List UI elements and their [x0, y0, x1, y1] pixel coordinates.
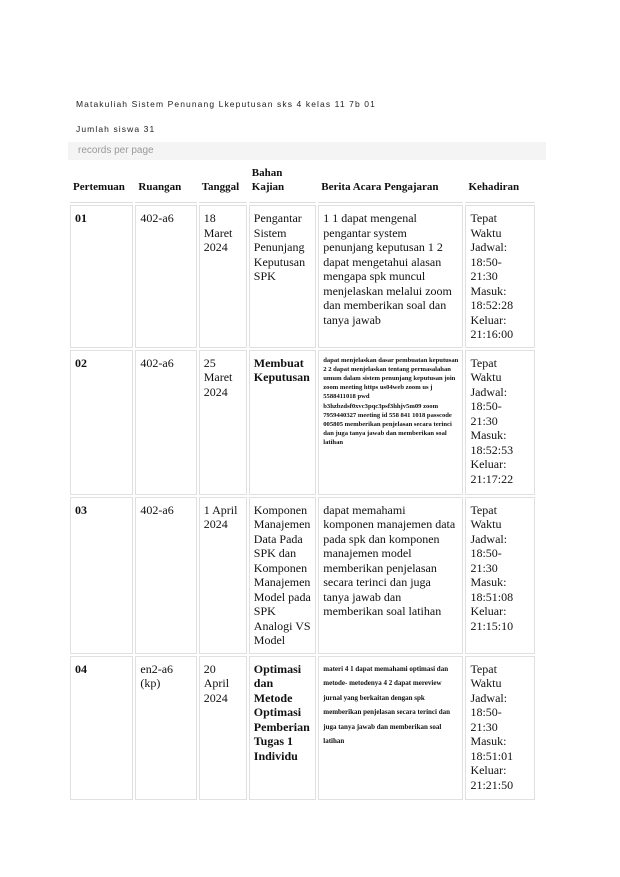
cell-kehadiran	[465, 497, 535, 654]
cell-ruangan: 402-a6	[135, 350, 196, 495]
cell-kehadiran	[465, 205, 535, 348]
cell-pertemuan: 01	[70, 205, 133, 348]
kehadiran-line: Keluar:	[470, 763, 507, 777]
table-header-row	[70, 162, 535, 203]
kehadiran-line: Tepat	[470, 502, 497, 517]
cell-tanggal: 18 Maret 2024	[199, 205, 247, 348]
kehadiran-line: Keluar:	[470, 457, 507, 471]
table-row	[70, 205, 535, 348]
table-row	[70, 350, 535, 495]
kehadiran-line: 18:51:08	[470, 589, 514, 604]
kehadiran-line: Tepat	[470, 211, 497, 225]
student-count: Jumlah siswa 31	[76, 124, 156, 134]
cell-ruangan: en2-a6 (kp)	[135, 656, 196, 800]
cell-tanggal: 25 Maret 2024	[199, 350, 247, 495]
kehadiran-line: Waktu	[470, 676, 502, 690]
kehadiran-line: Waktu	[470, 517, 502, 531]
cell-pertemuan: 04	[70, 656, 133, 800]
kehadiran-line: Jadwal:	[470, 240, 508, 254]
kehadiran-line: 21:30	[470, 269, 498, 283]
kehadiran-line: 21:15:10	[470, 618, 514, 633]
kehadiran-line: Waktu	[470, 370, 502, 384]
col-header-bahan-kajian[interactable]: Bahan Kajian	[249, 162, 316, 203]
kehadiran-line: 18:51:01	[470, 748, 514, 763]
records-per-page-bar[interactable]	[68, 142, 546, 160]
kehadiran-line: 21:30	[470, 413, 498, 428]
cell-pertemuan: 03	[70, 497, 133, 654]
kehadiran-line: Jadwal:	[470, 384, 508, 399]
cell-bahan-kajian: Pengantar Sistem Penunjang Keputusan SPK	[249, 205, 316, 348]
table-row	[70, 656, 535, 800]
cell-ruangan: 402-a6	[135, 205, 196, 348]
kehadiran-line: 21:30	[470, 719, 498, 734]
col-header-ruangan[interactable]: Ruangan	[135, 162, 196, 203]
kehadiran-line: Masuk:	[470, 734, 507, 748]
kehadiran-line: 18:50-	[470, 705, 502, 719]
kehadiran-line: 18:52:53	[470, 442, 514, 457]
table-row	[70, 497, 535, 654]
kehadiran-line: Masuk:	[470, 428, 507, 442]
cell-berita-acara: materi 4 1 dapat memahami optimasi dan metode- metodenya 4 2 dapat mereview jurnal yang berkaitan dengan spk memberikan penjelasan secara terinci dan juga tanya jawab dan memberikan soal latihan	[318, 656, 463, 800]
col-header-tanggal[interactable]: Tanggal	[199, 162, 247, 203]
kehadiran-line: Keluar:	[470, 604, 507, 618]
kehadiran-line: 18:52:28	[470, 298, 514, 312]
kehadiran-line: 21:30	[470, 560, 498, 575]
kehadiran-line: 18:50-	[470, 546, 502, 560]
cell-pertemuan: 02	[70, 350, 133, 495]
cell-berita-acara: 1 1 dapat mengenal pengantar system penunjang keputusan 1 2 dapat mengetahui alasan mengapa spk muncul menjelaskan melalui zoom dan memberikan soal dan tanya jawab	[318, 205, 463, 348]
kehadiran-line: Masuk:	[470, 575, 507, 589]
cell-bahan-kajian: Optimasi dan Metode Optimasi Pemberian Tugas 1 Individu	[249, 656, 316, 800]
cell-tanggal: 20 April 2024	[199, 656, 247, 800]
cell-kehadiran	[465, 350, 535, 495]
cell-kehadiran	[465, 656, 535, 800]
kehadiran-line: 21:16:00	[470, 327, 514, 341]
cell-bahan-kajian: Komponen Manajemen Data Pada SPK dan Komponen Manajemen Model pada SPK Analogi VS Model	[249, 497, 316, 654]
cell-bahan-kajian: Membuat Keputusan	[249, 350, 316, 495]
col-header-pertemuan[interactable]: Pertemuan	[70, 162, 133, 203]
kehadiran-line: Tepat	[470, 355, 497, 370]
kehadiran-line: Waktu	[470, 225, 502, 240]
attendance-table	[68, 160, 537, 802]
document-title: Matakuliah Sistem Penunang Lkeputusan sks 4 kelas 11 7b 01	[76, 99, 376, 109]
kehadiran-line: Tepat	[470, 661, 497, 676]
cell-ruangan: 402-a6	[135, 497, 196, 654]
kehadiran-line: 18:50-	[470, 399, 502, 413]
kehadiran-line: 21:21:50	[470, 777, 514, 792]
col-header-berita-acara[interactable]: Berita Acara Pengajaran	[318, 162, 463, 203]
cell-tanggal: 1 April 2024	[199, 497, 247, 654]
col-header-kehadiran[interactable]: Kehadiran	[465, 162, 535, 203]
kehadiran-line: 21:17:22	[470, 471, 514, 486]
kehadiran-line: Keluar:	[470, 312, 507, 327]
kehadiran-line: Masuk:	[470, 283, 507, 298]
records-per-page-label: records per page	[78, 145, 154, 156]
kehadiran-line: 18:50-	[470, 254, 502, 269]
cell-berita-acara: dapat menjelaskan dasar pembuatan keputusan 2 2 dapat menjelaskan tentang permasalahan umum dalam sistem penunjang keputusan join zoom meeting https us04web zoom us j 5588411018 pwd b3hzbzdsf0xvc3pqc3psf3hhjv5m09 zoom 7959440327 meeting id 558 841 1018 passcode 005805 memberikan penjelasan secara terinci dan juga tanya jawab dan memberikan soal latihan	[318, 350, 463, 495]
cell-berita-acara: dapat memahami komponen manajemen data pada spk dan komponen manajemen model memberikan penjelasan secara terinci dan juga tanya jawab dan memberikan soal latihan	[318, 497, 463, 654]
kehadiran-line: Jadwal:	[470, 531, 508, 546]
kehadiran-line: Jadwal:	[470, 690, 508, 705]
